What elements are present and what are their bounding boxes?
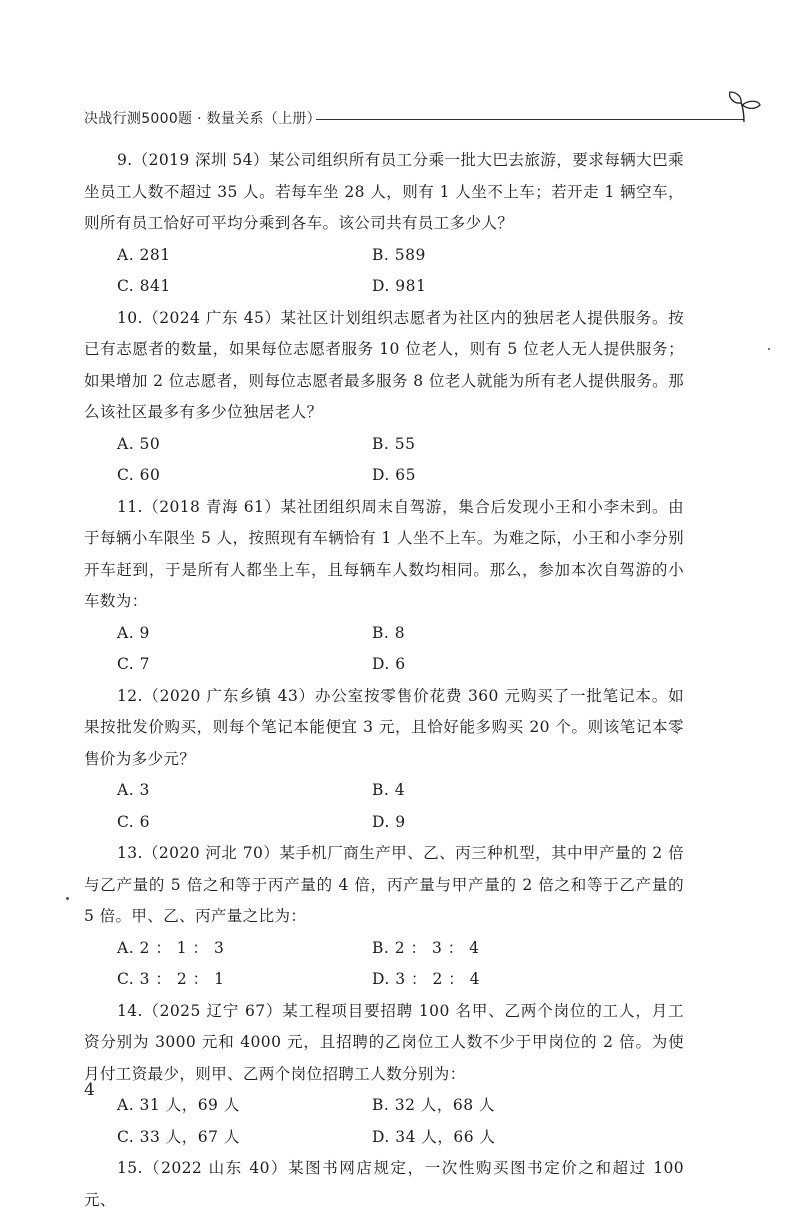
question-text: 11.（2018 青海 61）某社团组织周末自驾游，集合后发现小王和小李未到。由于每辆小车限坐 5 人，按照现有车辆恰有 1 人坐不上车。为难之际，小王和小李分别开车赶到，于是所有人都坐上车，且每辆车人数均相同。那么，参加本次自驾游的小车数为： (84, 497, 684, 610)
question-text: 12.（2020 广东乡镇 43）办公室按零售价花费 360 元购买了一批笔记本。如果按批发价购买，则每个笔记本能便宜 3 元，且恰好能多购买 20 个。则该笔记本零售价为多少元？ (84, 686, 684, 768)
option-a: A. 3 (117, 781, 150, 799)
question-item (84, 145, 684, 303)
option-a: A. 9 (117, 623, 150, 642)
option-b: B. 589 (372, 245, 426, 264)
option-c: C. 33 人，67 人 (117, 1127, 240, 1146)
question-item (84, 1153, 684, 1216)
options-row (84, 807, 684, 839)
options-row (84, 964, 684, 996)
option-a: A. 2 ： 1 ： 3 (117, 938, 225, 957)
header-title: 决战行测5000题 · 数量关系（上册） (84, 111, 321, 127)
option-a: A. 50 (117, 434, 161, 453)
question-item (84, 492, 684, 681)
question-item (84, 681, 684, 839)
page-number: 4 (84, 1080, 95, 1100)
option-b: B. 8 (372, 623, 406, 642)
option-b: B. 32 人，68 人 (372, 1096, 496, 1114)
sprout-icon (724, 88, 764, 124)
option-d: D. 34 人，66 人 (372, 1127, 496, 1146)
options-row (84, 1122, 684, 1154)
option-d: D. 981 (372, 277, 427, 295)
options-row (84, 649, 684, 681)
options-row (84, 1090, 684, 1122)
options-row (84, 429, 684, 461)
option-d: D. 6 (372, 655, 406, 673)
question-item (84, 303, 684, 492)
question-text: 9.（2019 深圳 54）某公司组织所有员工分乘一批大巴去旅游，要求每辆大巴乘坐员工人数不超过 35 人。若每车坐 28 人，则有 1 人坐不上车；若开走 1 辆空车，则所有员工恰好可平均分乘到各车。该公司共有员工多少人？ (84, 151, 684, 232)
option-c: C. 6 (117, 812, 151, 831)
header-rule (316, 119, 744, 120)
question-text: 15.（2022 山东 40）某图书网店规定，一次性购买图书定价之和超过 100 元、 (84, 1159, 684, 1209)
option-c: C. 60 (117, 466, 161, 484)
option-a: A. 31 人，69 人 (117, 1096, 240, 1114)
option-d: D. 65 (372, 466, 416, 484)
option-b: B. 4 (372, 781, 406, 799)
option-c: C. 7 (117, 655, 151, 673)
options-row (84, 240, 684, 272)
option-c: C. 841 (117, 277, 171, 295)
scan-speck (768, 348, 770, 350)
option-d: D. 9 (372, 812, 406, 831)
scan-speck (66, 897, 69, 900)
option-b: B. 2 ： 3 ： 4 (372, 938, 480, 957)
question-list (84, 145, 684, 1216)
options-row (84, 460, 684, 492)
question-item (84, 838, 684, 996)
options-row (84, 271, 684, 303)
option-d: D. 3 ： 2 ： 4 (372, 970, 481, 988)
running-header (84, 104, 684, 132)
question-text: 14.（2025 辽宁 67）某工程项目要招聘 100 名甲、乙两个岗位的工人，月工资分别为 3000 元和 4000 元，且招聘的乙岗位工人数不少于甲岗位的 2 倍。为使月付工资最少，则甲、乙两个岗位招聘工人数分别为： (84, 1001, 684, 1083)
options-row (84, 775, 684, 807)
option-a: A. 281 (117, 245, 171, 264)
question-text: 13.（2020 河北 70）某手机厂商生产甲、乙、丙三种机型，其中甲产量的 2 倍与乙产量的 5 倍之和等于丙产量的 4 倍，丙产量与甲产量的 2 倍之和等于乙产量的 5 倍。甲、乙、丙产量之比为： (84, 844, 684, 925)
options-row (84, 618, 684, 650)
options-row (84, 933, 684, 965)
question-text: 10.（2024 广东 45）某社区计划组织志愿者为社区内的独居老人提供服务。按已有志愿者的数量，如果每位志愿者服务 10 位老人，则有 5 位老人无人提供服务；如果增加 2 位志愿者，则每位志愿者最多服务 8 位老人就能为所有老人提供服务。那么该社区最多有多少位独居老人？ (84, 308, 684, 421)
option-b: B. 55 (372, 434, 416, 453)
option-c: C. 3 ： 2 ： 1 (117, 970, 225, 988)
question-item (84, 996, 684, 1154)
